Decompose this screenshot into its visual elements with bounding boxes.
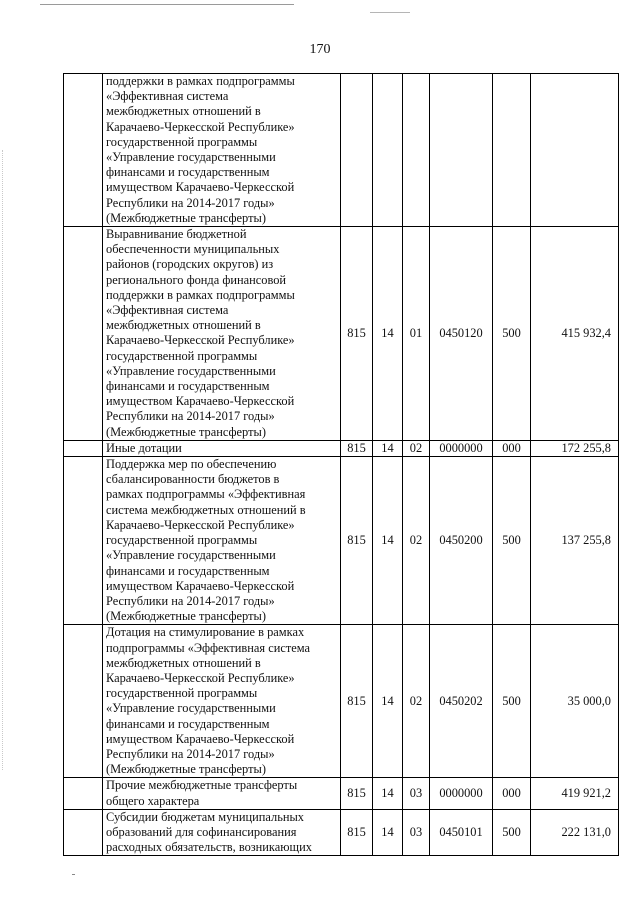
grbs-code-cell: 815 bbox=[341, 625, 373, 778]
amount-cell: 419 921,2 bbox=[531, 778, 619, 809]
table-row bbox=[64, 227, 619, 441]
amount-cell: 137 255,8 bbox=[531, 457, 619, 625]
table-row bbox=[64, 778, 619, 809]
table-row bbox=[64, 625, 619, 778]
subsection-code-cell: 03 bbox=[403, 778, 430, 809]
grbs-code-cell: 815 bbox=[341, 778, 373, 809]
budget-table bbox=[63, 73, 619, 856]
row-number-cell bbox=[64, 74, 103, 227]
row-number-cell bbox=[64, 809, 103, 856]
table-row bbox=[64, 457, 619, 625]
grbs-code-cell: 815 bbox=[341, 809, 373, 856]
expense-name-cell: Прочие межбюджетные трансферты общего характера bbox=[103, 778, 341, 809]
grbs-code-cell: 815 bbox=[341, 440, 373, 456]
expense-type-code-cell: 000 bbox=[493, 440, 531, 456]
table-row bbox=[64, 74, 619, 227]
expense-type-code-cell: 000 bbox=[493, 778, 531, 809]
section-code-cell: 14 bbox=[373, 809, 403, 856]
target-item-code-cell: 0000000 bbox=[430, 440, 493, 456]
target-item-code-cell: 0450200 bbox=[430, 457, 493, 625]
subsection-code-cell: 02 bbox=[403, 625, 430, 778]
target-item-code-cell: 0450120 bbox=[430, 227, 493, 441]
scan-artifact-line bbox=[40, 4, 294, 5]
amount-cell: 415 932,4 bbox=[531, 227, 619, 441]
expense-name-cell: Дотация на стимулирование в рамках подпрограммы «Эффективная система межбюджетных отношений в Карачаево-Черкесской Республике» государственной программы «Управление государственными финансами и государственным имуществом Карачаево-Черкесской Республики на 2014-2017 годы» (Межбюджетные трансферты) bbox=[103, 625, 341, 778]
table-row bbox=[64, 809, 619, 856]
section-code-cell: 14 bbox=[373, 227, 403, 441]
section-code-cell: 14 bbox=[373, 457, 403, 625]
section-code-cell bbox=[373, 74, 403, 227]
section-code-cell: 14 bbox=[373, 778, 403, 809]
expense-name-cell: Поддержка мер по обеспечению сбалансированности бюджетов в рамках подпрограммы «Эффективная система межбюджетных отношений в Карачаево-Черкесской Республике» государственной программы «Управление государственными финансами и государственным имуществом Карачаево-Черкесской Республики на 2014-2017 годы» (Межбюджетные трансферты) bbox=[103, 457, 341, 625]
page-number: 170 bbox=[309, 42, 331, 57]
grbs-code-cell: 815 bbox=[341, 227, 373, 441]
subsection-code-cell: 02 bbox=[403, 457, 430, 625]
row-number-cell bbox=[64, 778, 103, 809]
amount-cell: 172 255,8 bbox=[531, 440, 619, 456]
target-item-code-cell: 0000000 bbox=[430, 778, 493, 809]
expense-type-code-cell bbox=[493, 74, 531, 227]
expense-name-cell: Иные дотации bbox=[103, 440, 341, 456]
scan-artifact-line bbox=[370, 12, 410, 13]
grbs-code-cell bbox=[341, 74, 373, 227]
section-code-cell: 14 bbox=[373, 625, 403, 778]
row-number-cell bbox=[64, 227, 103, 441]
row-number-cell bbox=[64, 457, 103, 625]
target-item-code-cell bbox=[430, 74, 493, 227]
grbs-code-cell: 815 bbox=[341, 457, 373, 625]
amount-cell: 35 000,0 bbox=[531, 625, 619, 778]
expense-type-code-cell: 500 bbox=[493, 625, 531, 778]
expense-name-cell: Выравнивание бюджетной обеспеченности муниципальных районов (городских округов) из регионального фонда финансовой поддержки в рамках подпрограммы «Эффективная система межбюджетных отношений в Карачаево-Черкесской Республике» государственной программы «Управление государственными финансами и государственным имуществом Карачаево-Черкесской Республики на 2014-2017 годы» (Межбюджетные трансферты) bbox=[103, 227, 341, 441]
scan-artifact-edge bbox=[2, 150, 3, 770]
row-number-cell bbox=[64, 440, 103, 456]
scan-artifact-dot bbox=[72, 874, 75, 875]
section-code-cell: 14 bbox=[373, 440, 403, 456]
expense-name-cell: поддержки в рамках подпрограммы «Эффективная система межбюджетных отношений в Карачаево-Черкесской Республике» государственной программы «Управление государственными финансами и государственным имуществом Карачаево-Черкесской Республики на 2014-2017 годы» (Межбюджетные трансферты) bbox=[103, 74, 341, 227]
expense-type-code-cell: 500 bbox=[493, 809, 531, 856]
table-row bbox=[64, 440, 619, 456]
target-item-code-cell: 0450101 bbox=[430, 809, 493, 856]
subsection-code-cell bbox=[403, 74, 430, 227]
subsection-code-cell: 02 bbox=[403, 440, 430, 456]
expense-name-cell: Субсидии бюджетам муниципальных образований для софинансирования расходных обязательств, возникающих bbox=[103, 809, 341, 856]
subsection-code-cell: 01 bbox=[403, 227, 430, 441]
amount-cell: 222 131,0 bbox=[531, 809, 619, 856]
expense-type-code-cell: 500 bbox=[493, 457, 531, 625]
amount-cell bbox=[531, 74, 619, 227]
subsection-code-cell: 03 bbox=[403, 809, 430, 856]
target-item-code-cell: 0450202 bbox=[430, 625, 493, 778]
row-number-cell bbox=[64, 625, 103, 778]
expense-type-code-cell: 500 bbox=[493, 227, 531, 441]
